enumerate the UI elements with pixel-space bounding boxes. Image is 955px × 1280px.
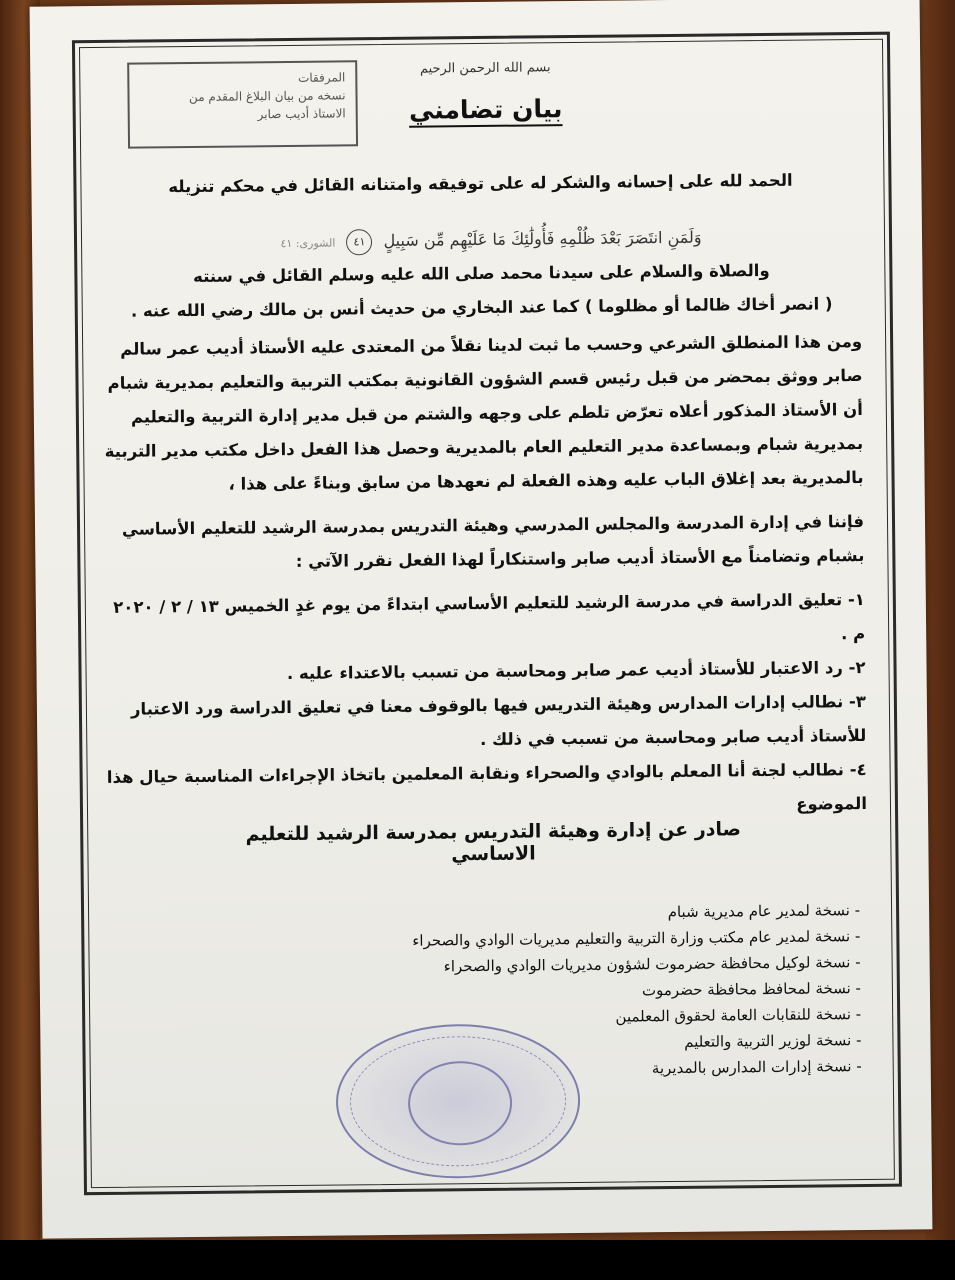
salutation-line: والصلاة والسلام على سيدنا محمد صلى الله عليه وسلم القائل في سنته (193, 260, 770, 286)
copy-item: - نسخة للنقابات العامة لحقوق المعلمين (615, 1005, 862, 1026)
resolutions-list (105, 583, 867, 829)
verse-number: ٤١ (346, 229, 372, 255)
document-page (30, 0, 933, 1239)
resolution-item: ٣- نطالب إدارات المدارس وهيئة التدريس فيها بالوقوف معنا في تعليق الدراسة ورد الاعتبار للأستاذ أديب صابر ومحاسبة من تسبب في ذلك . (130, 691, 867, 750)
copy-item: - نسخة لمدير عام مكتب وزارة التربية والتعليم مديريات الوادي والصحراء (412, 927, 861, 950)
background-bottom (0, 1240, 955, 1280)
body-paragraph-2: فإننا في إدارة المدرسة والمجلس المدرسي وهيئة التدريس بمدرسة الرشيد للتعليم الأساسي بشبام وتضامناً مع الأستاذ أديب صابر واستنكاراً لهذا الفعل نقرر الآتي : (121, 511, 865, 571)
copy-item: - نسخة لمحافظ محافظة حضرموت (641, 979, 861, 1000)
copy-item: - نسخة لوزير التربية والتعليم (684, 1031, 862, 1051)
attachments-box (127, 60, 358, 148)
resolution-item: ١- تعليق الدراسة في مدرسة الرشيد للتعليم الأساسي ابتداءً من يوم غدٍ الخميس ١٣ / ٢ / ٢٠٢٠ م . (113, 589, 866, 644)
attachments-line-1: نسخه من بيان البلاغ المقدم من (188, 88, 346, 105)
hadith-line: ( انصر أخاك ظالما أو مظلوما ) كما عند البخاري من حديث أنس بن مالك رضي الله عنه . (130, 294, 833, 321)
praise-line: الحمد لله على إحسانه والشكر له على توفيقه وامتنانه القائل في محكم تنزيله (168, 170, 793, 197)
copies-list (260, 897, 862, 1085)
body-paragraph-1: ومن هذا المنطلق الشرعي وحسب ما ثبت لدينا نقلاً من المعتدى عليه الأستاذ أديب عمر سالم صابر ووثق بمحضر من قبل رئيس قسم الشؤون القانونية بمكتب التربية والتعليم بمديرية شبام أن الأستاذ المذكور أعلاه تعرّض تلطم على وجهه والشتم من قبل مدير إدارة التربية والتعليم بمديرية شبام وبمساعدة مدير التعليم العام بالمديرية وحصل هذا الفعل داخل مكتب مدير التربية بالمديرية بعد إغلاق الباب عليه وهذه الفعلة لم نعهدها من سابق وبناءً على هذا ، (104, 331, 864, 494)
attachments-line-2: الاستاذ أديب صابر (257, 106, 346, 122)
attachments-title: المرفقات (297, 70, 346, 85)
document-title: بيان تضامني (408, 94, 563, 125)
verse-text: وَلَمَنِ انتَصَرَ بَعْدَ ظُلْمِهِ فَأُولَٰئِكَ مَا عَلَيْهِم مِّن سَبِيلٍ (383, 227, 702, 250)
issued-by: صادر عن إدارة وهيئة التدريس بمدرسة الرشيد للتعليم الاساسي (245, 818, 742, 866)
copy-item: - نسخة لمدير عام مديرية شبام (667, 901, 861, 922)
copy-item: - نسخة إدارات المدارس بالمديرية (651, 1057, 862, 1078)
resolution-item: ٤- نطالب لجنة أنا المعلم بالوادي والصحراء ونقابة المعلمين باتخاذ الإجراءات المناسبة حيال هذا الموضوع (106, 759, 868, 814)
document-frame (72, 32, 902, 1196)
basmala: بسم الله الرحمن الرحيم (419, 60, 551, 77)
verse-reference: الشورى: ٤١ (280, 236, 336, 251)
copy-item: - نسخة لوكيل محافظة حضرموت لشؤون مديريات الوادي والصحراء (443, 953, 861, 976)
resolution-item: ٢- رد الاعتبار للأستاذ أديب عمر صابر ومحاسبة من تسبب بالاعتداء عليه . (286, 657, 866, 684)
